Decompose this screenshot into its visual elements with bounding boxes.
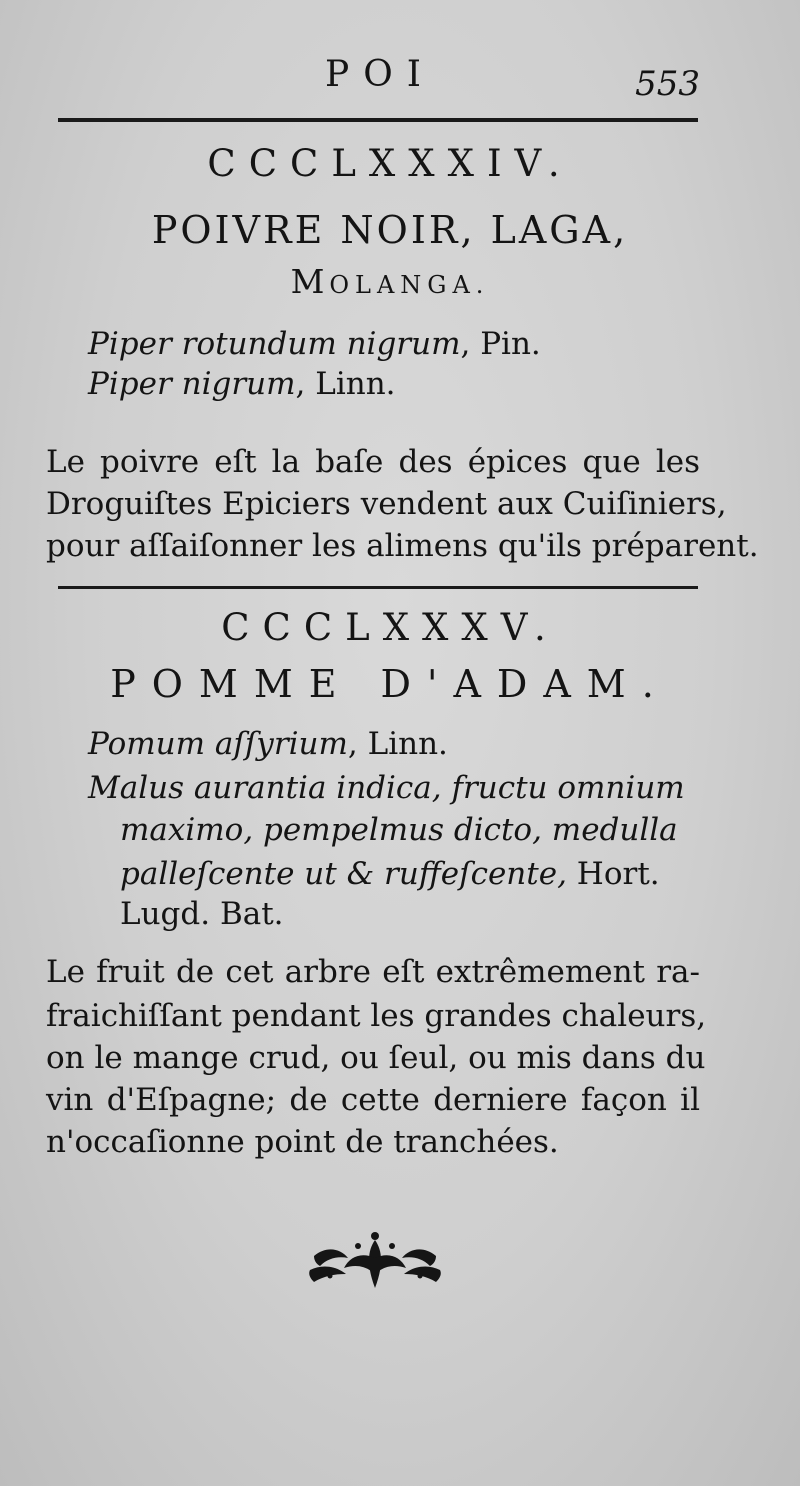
- entry-385-text-line: on le mange crud, ou ſeul, ou mis dans du: [46, 1040, 706, 1076]
- entry-385-text-line: vin d'Eſpagne; de cette derniere façon il: [46, 1082, 700, 1118]
- entry-384-synonym: Piper nigrum, Linn.: [88, 366, 396, 402]
- entry-384-text-line: pour aſſaiſonner les alimens qu'ils préparent.: [46, 528, 759, 564]
- entry-384-synonym: Piper rotundum nigrum, Pin.: [88, 326, 541, 362]
- entry-385-title: POMME D'ADAM.: [110, 662, 670, 706]
- entry-384-text-line: Le poivre eſt la baſe des épices que les: [46, 444, 700, 480]
- fleuron-ornament-icon: [306, 1228, 444, 1294]
- entry-385-text-line: fraichiſſant pendant les grandes chaleurs,: [46, 998, 707, 1034]
- entry-385-synonym-author: Hort.: [576, 856, 660, 892]
- entry-384-title: POIVRE NOIR, LAGA,: [151, 208, 629, 252]
- entry-384-numeral: CCCLXXXIV.: [207, 142, 573, 185]
- entry-384-text-line: Droguiſtes Epiciers vendent aux Cuiſiniers,: [46, 486, 727, 522]
- entry-385-synonym-long: palleſcente ut & ruffeſcente, Hort.: [120, 856, 660, 892]
- section-rule: [58, 586, 698, 589]
- entry-384-subtitle-rest: OLANGA.: [329, 271, 490, 299]
- entry-385-numeral: CCCLXXXV.: [221, 606, 559, 649]
- entry-384-subtitle: [40, 262, 740, 301]
- entry-385-text-line: Le fruit de cet arbre eſt extrêmement ra-: [46, 954, 700, 990]
- entry-385-synonym-long: Malus aurantia indica, fructu omnium: [88, 770, 685, 806]
- header-rule: [58, 118, 698, 122]
- entry-385-text-line: n'occaſionne point de tranchées.: [46, 1124, 559, 1160]
- entry-384-subtitle-initial: M: [290, 262, 330, 301]
- entry-385-synonym: Pomum aſſyrium, Linn.: [88, 726, 448, 762]
- page-header: [60, 50, 700, 104]
- page-number: 553: [635, 64, 700, 104]
- entry-385-synonym-long: maximo, pempelmus dicto, medulla: [120, 812, 678, 848]
- running-head: POI: [325, 54, 435, 95]
- entry-385-synonym-author-last: Lugd. Bat.: [120, 896, 284, 932]
